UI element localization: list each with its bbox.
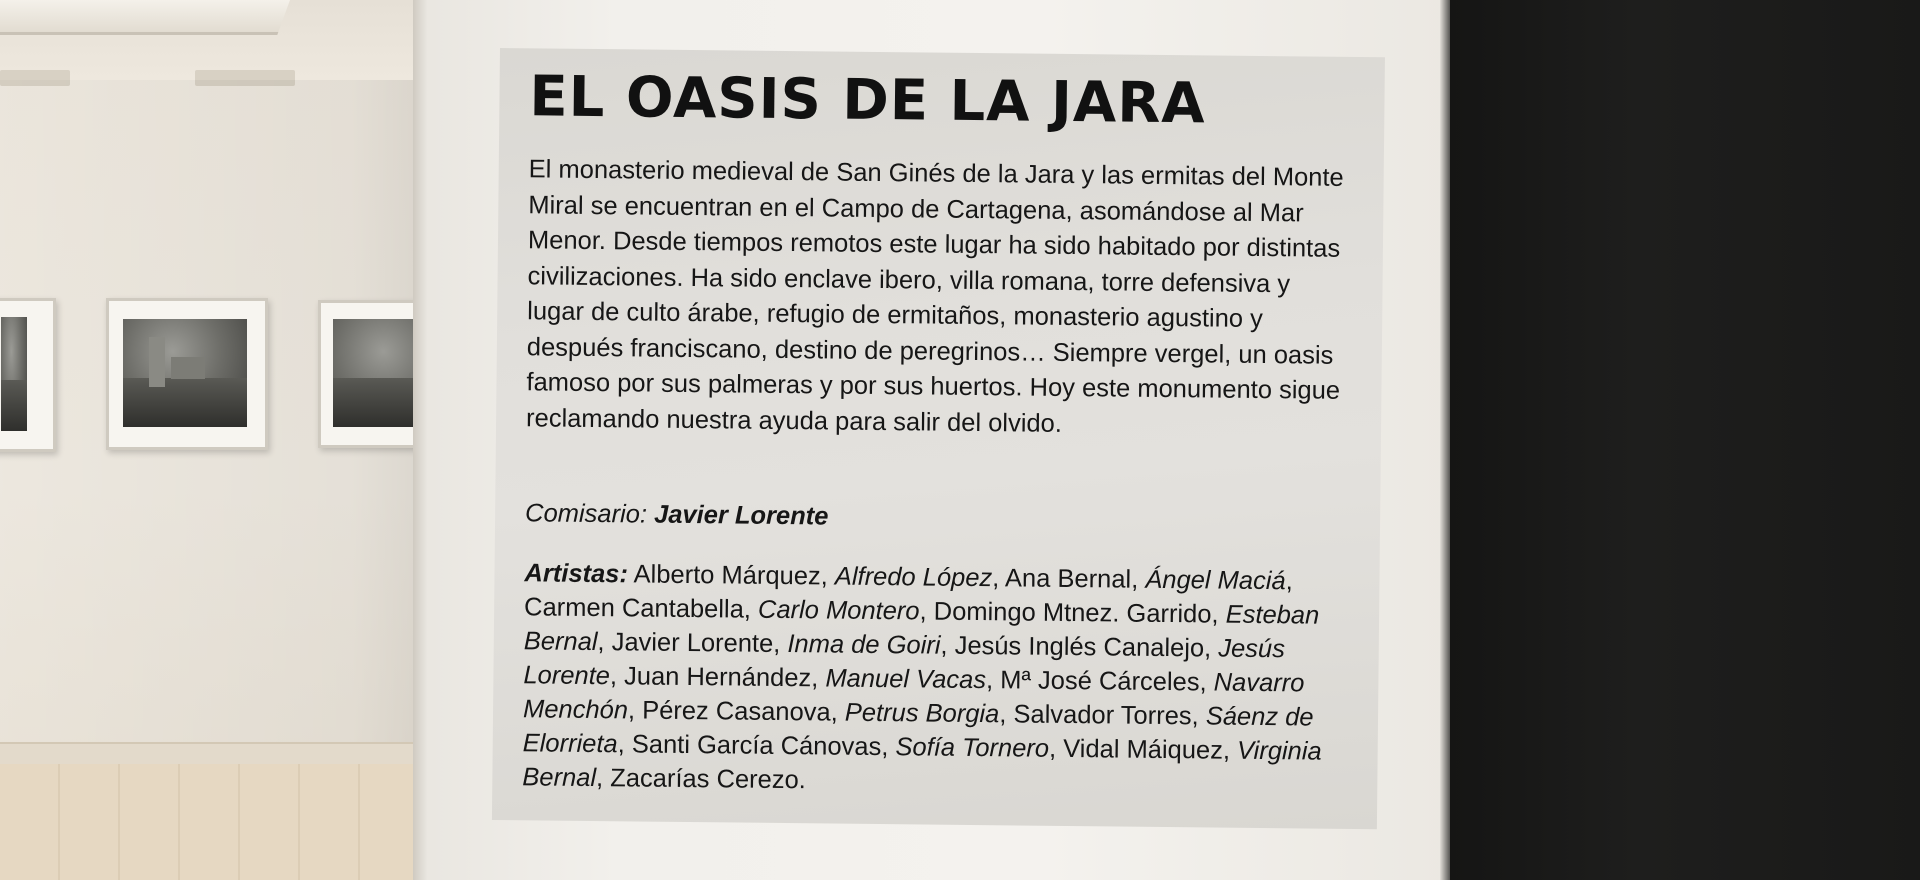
artist-name: Vidal Máiquez — [1063, 734, 1224, 765]
exhibition-text-panel — [492, 48, 1385, 829]
curator-credit — [525, 496, 1345, 539]
artist-name: Inma de Goiri — [787, 630, 941, 660]
framed-photograph — [0, 298, 56, 452]
artist-name: Jesús Inglés Canalejo — [954, 631, 1205, 663]
panel-description: El monasterio medieval de San Ginés de la Jara y las ermitas del Monte Miral se encuentran en el Campo de Cartagena, asomándose al Mar Menor. Desde tiempos remotos este lugar ha sido habitado por distintas civilizaciones. Ha sido enclave ibero, villa romana, torre defensiva y lugar de culto árabe, refugio de ermitaños, monasterio agustino y después franciscano, destino de peregrinos… Siempre vergel, un oasis famoso por sus palmeras y por sus huertos. Hoy este monumento sigue reclamando nuestra ayuda para salir del olvido. — [525, 155, 1344, 438]
artist-name: Ángel Maciá — [1145, 565, 1286, 596]
artist-name: Salvador Torres — [1013, 700, 1192, 731]
artist-name: Mª José Cárceles — [1000, 666, 1200, 697]
wall-edge — [413, 0, 427, 880]
artist-name: Javier Lorente — [611, 628, 774, 658]
panel-title: EL OASIS DE LA JARA — [529, 64, 1207, 137]
ceiling-light-panel — [0, 0, 290, 35]
curator-name: Javier Lorente — [653, 500, 829, 531]
artist-name: Carlo Montero — [757, 595, 920, 626]
artist-name: Domingo Mtnez. Garrido — [933, 597, 1212, 629]
artists-list: Alberto Márquez, Alfredo López, Ana Bernal, Ángel Maciá, Carmen Cantabella, Carlo Montero, Domingo Mtnez. Garrido, Esteban Bernal, Javier Lorente, Inma de Goiri, Jesús Inglés Canalejo, Jesús Lorente, Juan Hernández, Manuel Vacas, Mª José Cárceles, Navarro Menchón, Pérez Casanova, Petrus Borgia, Salvador Torres, Sáenz de Elorrieta, Santi García Cánovas, Sofía Tornero, Vidal Máiquez, Virginia Bernal, Zacarías Cerezo. — [522, 560, 1322, 795]
photo-ruin — [171, 357, 205, 379]
artist-name: Alfredo López — [834, 562, 993, 593]
artist-name: Manuel Vacas — [825, 664, 987, 695]
artist-name: Sáenz de Elorrieta — [522, 702, 1314, 759]
photograph — [123, 319, 247, 427]
artist-name: Navarro Menchón — [522, 668, 1305, 725]
wooden-floor — [0, 764, 440, 880]
artists-label: Artistas: — [524, 559, 629, 589]
curator-label: Comisario: — [524, 499, 648, 529]
artist-name: Petrus Borgia — [844, 698, 1000, 729]
artist-name: Sofía Tornero — [895, 733, 1050, 763]
artist-name: Virginia Bernal — [522, 736, 1322, 793]
artist-name: Carmen Cantabella — [523, 593, 744, 624]
photo-ground — [1, 380, 27, 431]
artist-name: Pérez Casanova — [642, 696, 831, 727]
artist-name: Santi García Cánovas — [631, 730, 882, 762]
photo-ground — [123, 378, 247, 427]
artist-name: Ana Bernal — [1004, 564, 1132, 594]
skirting-board — [0, 742, 440, 766]
photograph — [1, 317, 27, 431]
left-gallery-room — [0, 0, 440, 880]
framed-photograph — [106, 298, 268, 450]
artists-credit — [522, 556, 1354, 803]
artist-name: Alberto Márquez — [633, 560, 821, 591]
artist-name: Jesús Lorente — [523, 634, 1286, 691]
artist-name: Juan Hernández — [623, 662, 812, 693]
artist-name: Esteban Bernal — [523, 600, 1320, 657]
artist-name: Zacarías Cerezo — [610, 764, 799, 795]
photo-ruin — [149, 337, 165, 387]
dark-wall — [1450, 0, 1920, 880]
ceiling — [0, 0, 440, 80]
